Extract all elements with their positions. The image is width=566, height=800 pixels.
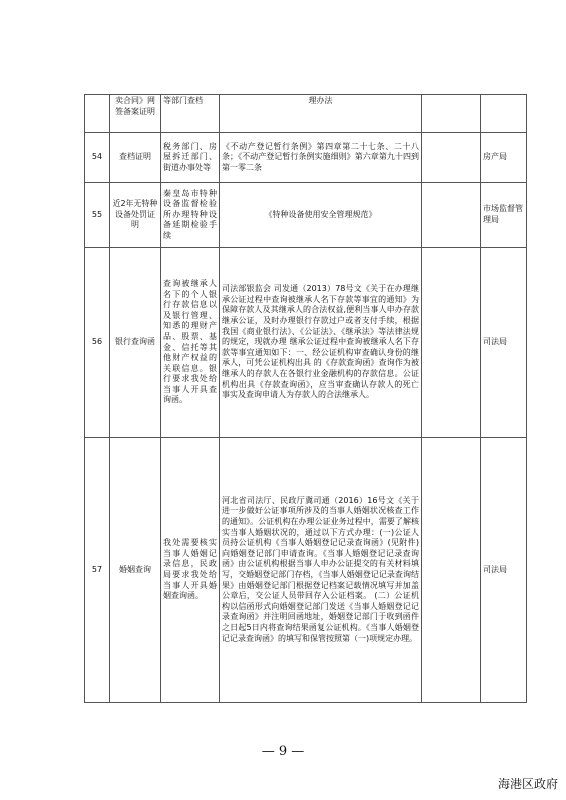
service-table [84,94,527,703]
cell-dept: 我处需要核实当事人婚姻记录信息，民政局要求我处给当事人开具婚姻查询函。 [161,438,220,703]
table-row [85,248,527,438]
cell-basis: 司法部银监会 司发通（2013）78号文《关于在办理继承公证过程中查询被继承人名下存款等事宜的通知》为保障存款人及其继承人的合法权益,便利当事人申办存款 继承公证，及时办理银行存款过户或者支付手续，根据我国《商业银行法》、《公证法》、《继承法》等法律法规的规定，现就办理 继承公证过程中查询被继承人名下存款等事宜通知如下：一、经公证机构审查确认身份的继承人，可凭公证机构出具 的《存款查询函》查询作为被继承人的存款人在各银行业金融机构的存款信息。公证机构出具《存款查询函》，应当审查确认存款人的死亡 事实及查询申请人为存款人的合法继承人。 [220,248,422,438]
cell-dept: 秦皇岛市特种设备监督检验所办理特种设备延期检验手续 [161,183,220,248]
cell-sp [422,183,481,248]
cell-basis: 《不动产登记暂行条例》第四章第二十七条、二十八条；《不动产登记暂行条例实施细则》第六章第九十四到第一零二条 [220,133,422,183]
cell-basis: 河北省司法厅、民政厅冀司通（2016）16号文《关于进一步做好公证事项所涉及的当事人婚姻状况核查工作的通知》。公证机构在办理公证业务过程中，需要了解核实当事人婚姻状况的，通过以下方式办理：(一)公证人员持公证机构《当事人婚姻登记记录查询函》(见附件)向婚姻登记部门申请查询。《当事人婚姻登记记录查询函》由公证机构根据当事人申办公证提交的有关材料填写，交婚姻登记部门存档，《当事人婚姻登记记录查询结果》由婚姻登记部门根据登记档案记载情况填写并加盖公章后，交公证人员带回存入公证档案。 (二）公证机构以信函形式向婚姻登记部门发送《当事人婚姻登记记录查询函》并注明回函地址，婚姻登记部门于收到函件之日起5日内将查询结果函复公证机构。《当事人婚姻登记记录查询函》的填写和保管按照第（一)项规定办理。 [220,438,422,703]
cell-sp [422,438,481,703]
cell-dept: 税务部门、房屋拆迁部门、街道办事处等 [161,133,220,183]
cell-resp: 房产局 [481,133,527,183]
cell-sp [422,95,481,133]
cell-item: 近2年无特种设备处罚证明 [110,183,161,248]
cell-sp [422,248,481,438]
table-row [85,438,527,703]
cell-resp: 司法局 [481,248,527,438]
cell-no: 54 [85,133,110,183]
cell-no: 56 [85,248,110,438]
cell-item: 婚姻查询 [110,438,161,703]
cell-no: 55 [85,183,110,248]
cell-basis: 《特种设备使用安全管理规范》 [220,183,422,248]
cell-dept: 查询被继承人名下的个人银行存款信息以及银行管理、知悉的理财产品、股票、基金、信托等其他财产权益的关联信息。银行要求我处给当事人开具查询函。 [161,248,220,438]
cell-item: 卖合同》网签备案证明 [110,95,161,133]
cell-resp: 市场监督管理局 [481,183,527,248]
page-number: — 9 — [261,744,305,759]
cell-basis: 理办法 [220,95,422,133]
cell-item: 银行查询函 [110,248,161,438]
cell-no [85,95,110,133]
table-row [85,133,527,183]
cell-no: 57 [85,438,110,703]
cell-item: 查档证明 [110,133,161,183]
table-row [85,95,527,133]
cell-dept: 等部门查档 [161,95,220,133]
cell-sp [422,133,481,183]
table-row [85,183,527,248]
cell-resp [481,95,527,133]
cell-resp: 司法局 [481,438,527,703]
footer-org-watermark: 海港区政府 [497,777,558,791]
